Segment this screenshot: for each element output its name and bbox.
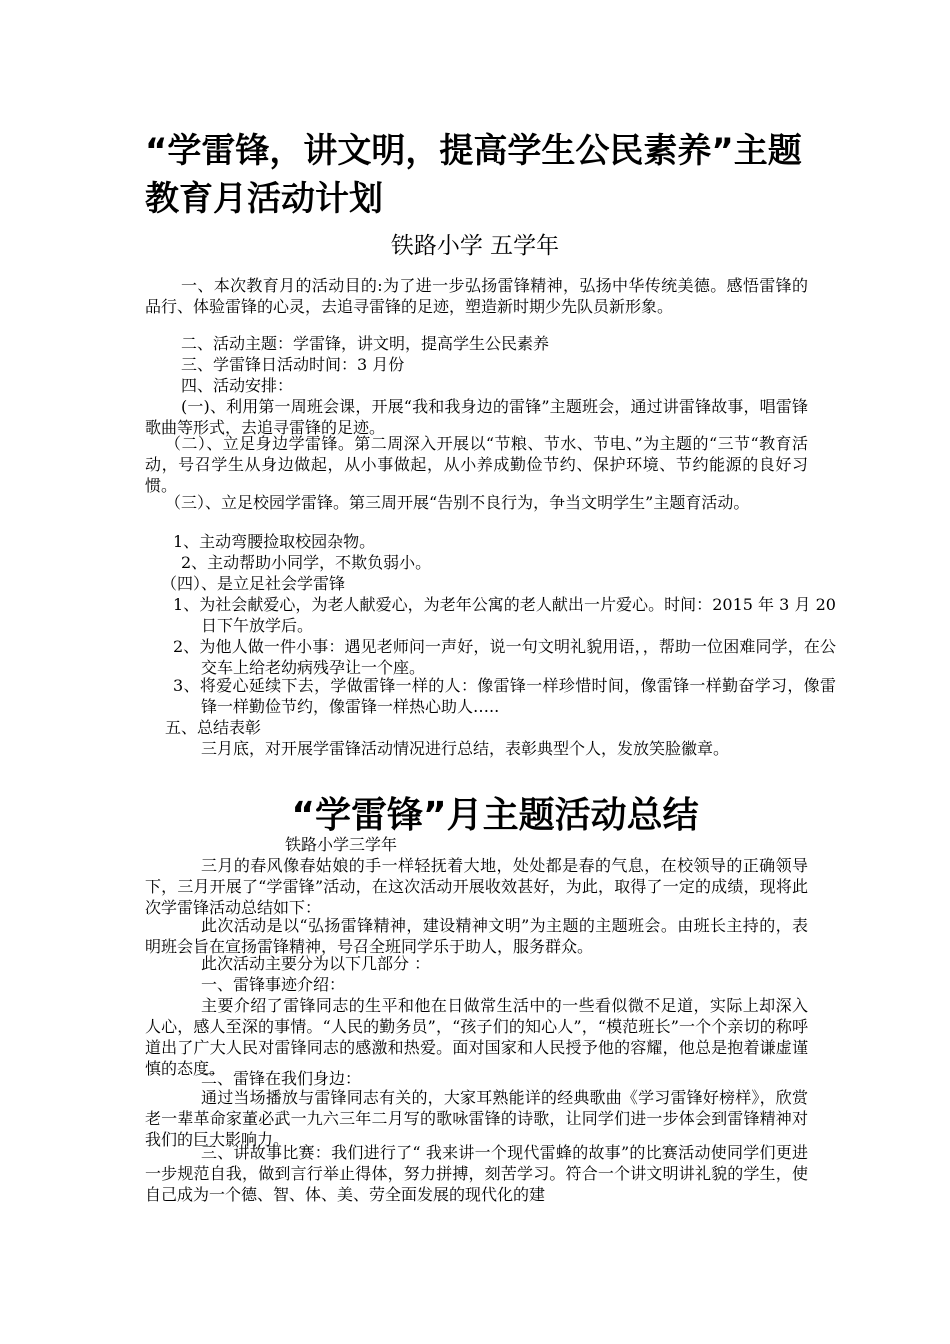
plan-paragraph-time: 三、学雷锋日活动时间：3 月份	[181, 355, 405, 374]
plan-title: “学雷锋，讲文明，提高学生公民素养”主题教育月活动计划	[145, 131, 802, 219]
plan-item-4-sub-3: 3、将爱心延续下去，学做雷锋一样的人：像雷锋一样珍惜时间，像雷锋一样勤奋学习，像雷锋一样勤俭节约，像雷锋一样热心助人…..	[173, 676, 836, 716]
summary-paragraph-3: 三、讲故事比赛：我们进行了“ 我来讲一个现代雷蜂的故事”的比赛活动使同学们更进一步规范自我，做到言行举止得体，努力拼搏，刻苦学习。符合一个讲文明讲礼貌的学生，使自己成为一个德、智、体、美、劳全面发展的现代化的建	[145, 1143, 808, 1204]
plan-item-4-sub-2: 2、为他人做一件小事：遇见老师问一声好，说一句文明礼貌用语，，帮助一位困难同学，在公交车上给老幼病残孕让一个座。	[173, 637, 836, 677]
plan-paragraph-arrangement: 四、活动安排：	[181, 376, 294, 395]
summary-paragraph-theme: 此次活动是以“弘扬雷锋精神，建设精神文明”为主题的主题班会。由班长主持的，表明班会旨在宣扬雷锋精神，号召全班同学乐于助人，服务群众。	[145, 916, 808, 956]
plan-item-3-sub-2: 2、主动帮助小同学，不欺负弱小。	[181, 553, 432, 572]
plan-paragraph-summary-body: 三月底，对开展学雷锋活动情况进行总结，表彰典型个人，发放笑脸徽章。	[201, 739, 730, 758]
summary-paragraph-intro: 三月的春风像春姑娘的手一样轻抚着大地，处处都是春的气息，在校领导的正确领导下，三月开展了“学雷锋”活动，在这次活动开展收效甚好，为此，取得了一定的成绩，现将此次学雷锋活动总结如下：	[145, 856, 808, 917]
summary-subtitle: 铁路小学三学年	[285, 835, 398, 854]
summary-heading-1: 一、雷锋事迹介绍：	[201, 975, 346, 994]
summary-heading-2: 二、雷锋在我们身边：	[201, 1069, 362, 1088]
plan-item-4: （四）、是立足社会学雷锋	[161, 574, 346, 593]
plan-item-3-sub-1: 1、主动弯腰捡取校园杂物。	[173, 532, 376, 551]
plan-paragraph-summary-heading: 五、总结表彰	[165, 718, 262, 737]
plan-paragraph-purpose: 一、本次教育月的活动目的:为了进一步弘扬雷锋精神，弘扬中华传统美德。感悟雷锋的品行、体验雷锋的心灵，去追寻雷锋的足迹，塑造新时期少先队员新形象。	[145, 276, 808, 316]
summary-paragraph-2: 通过当场播放与雷锋同志有关的，大家耳熟能详的经典歌曲《学习雷锋好榜样》，欣赏老一辈革命家董必武一九六三年二月写的歌咏雷锋的诗歌，让同学们进一步体会到雷锋精神对我们的巨大影响力。	[145, 1088, 808, 1149]
plan-paragraph-theme: 二、活动主题：学雷锋，讲文明，提高学生公民素养	[181, 334, 550, 353]
summary-title: “学雷锋”月主题活动总结	[291, 795, 699, 836]
plan-item-2: （二）、立足身边学雷锋。第二周深入开展以“节粮、节水、节电、”为主题的“三节“教育活动，号召学生从身边做起，从小事做起，从小养成勤俭节约、保护环境、节约能源的良好习惯。	[145, 434, 808, 495]
plan-item-4-sub-1: 1、为社会献爱心，为老人献爱心，为老年公寓的老人献出一片爱心。时间：2015 年 3 月 20 日下午放学后。	[173, 595, 836, 635]
summary-paragraph-1: 主要介绍了雷锋同志的生平和他在日做常生活中的一些看似微不足道，实际上却深入人心，感人至深的事情。“人民的勤务员”，“孩子们的知心人”，“模范班长”一个个亲切的称呼道出了广大人民对雷锋同志的感激和热爱。面对国家和人民授予他的容耀，他总是抱着谦虚谨慎的态度。	[145, 996, 808, 1078]
plan-item-1: (一)、利用第一周班会课，开展“我和我身边的雷锋”主题班会，通过讲雷锋故事，唱雷锋歌曲等形式，去追寻雷锋的足迹。	[145, 397, 808, 437]
summary-paragraph-parts: 此次活动主要分为以下几部分 ：	[201, 954, 431, 973]
plan-item-3: （三）、立足校园学雷锋。第三周开展“告别不良行为，争当文明学生”主题育活动。	[165, 493, 750, 512]
plan-subtitle: 铁路小学 五学年	[390, 233, 560, 259]
